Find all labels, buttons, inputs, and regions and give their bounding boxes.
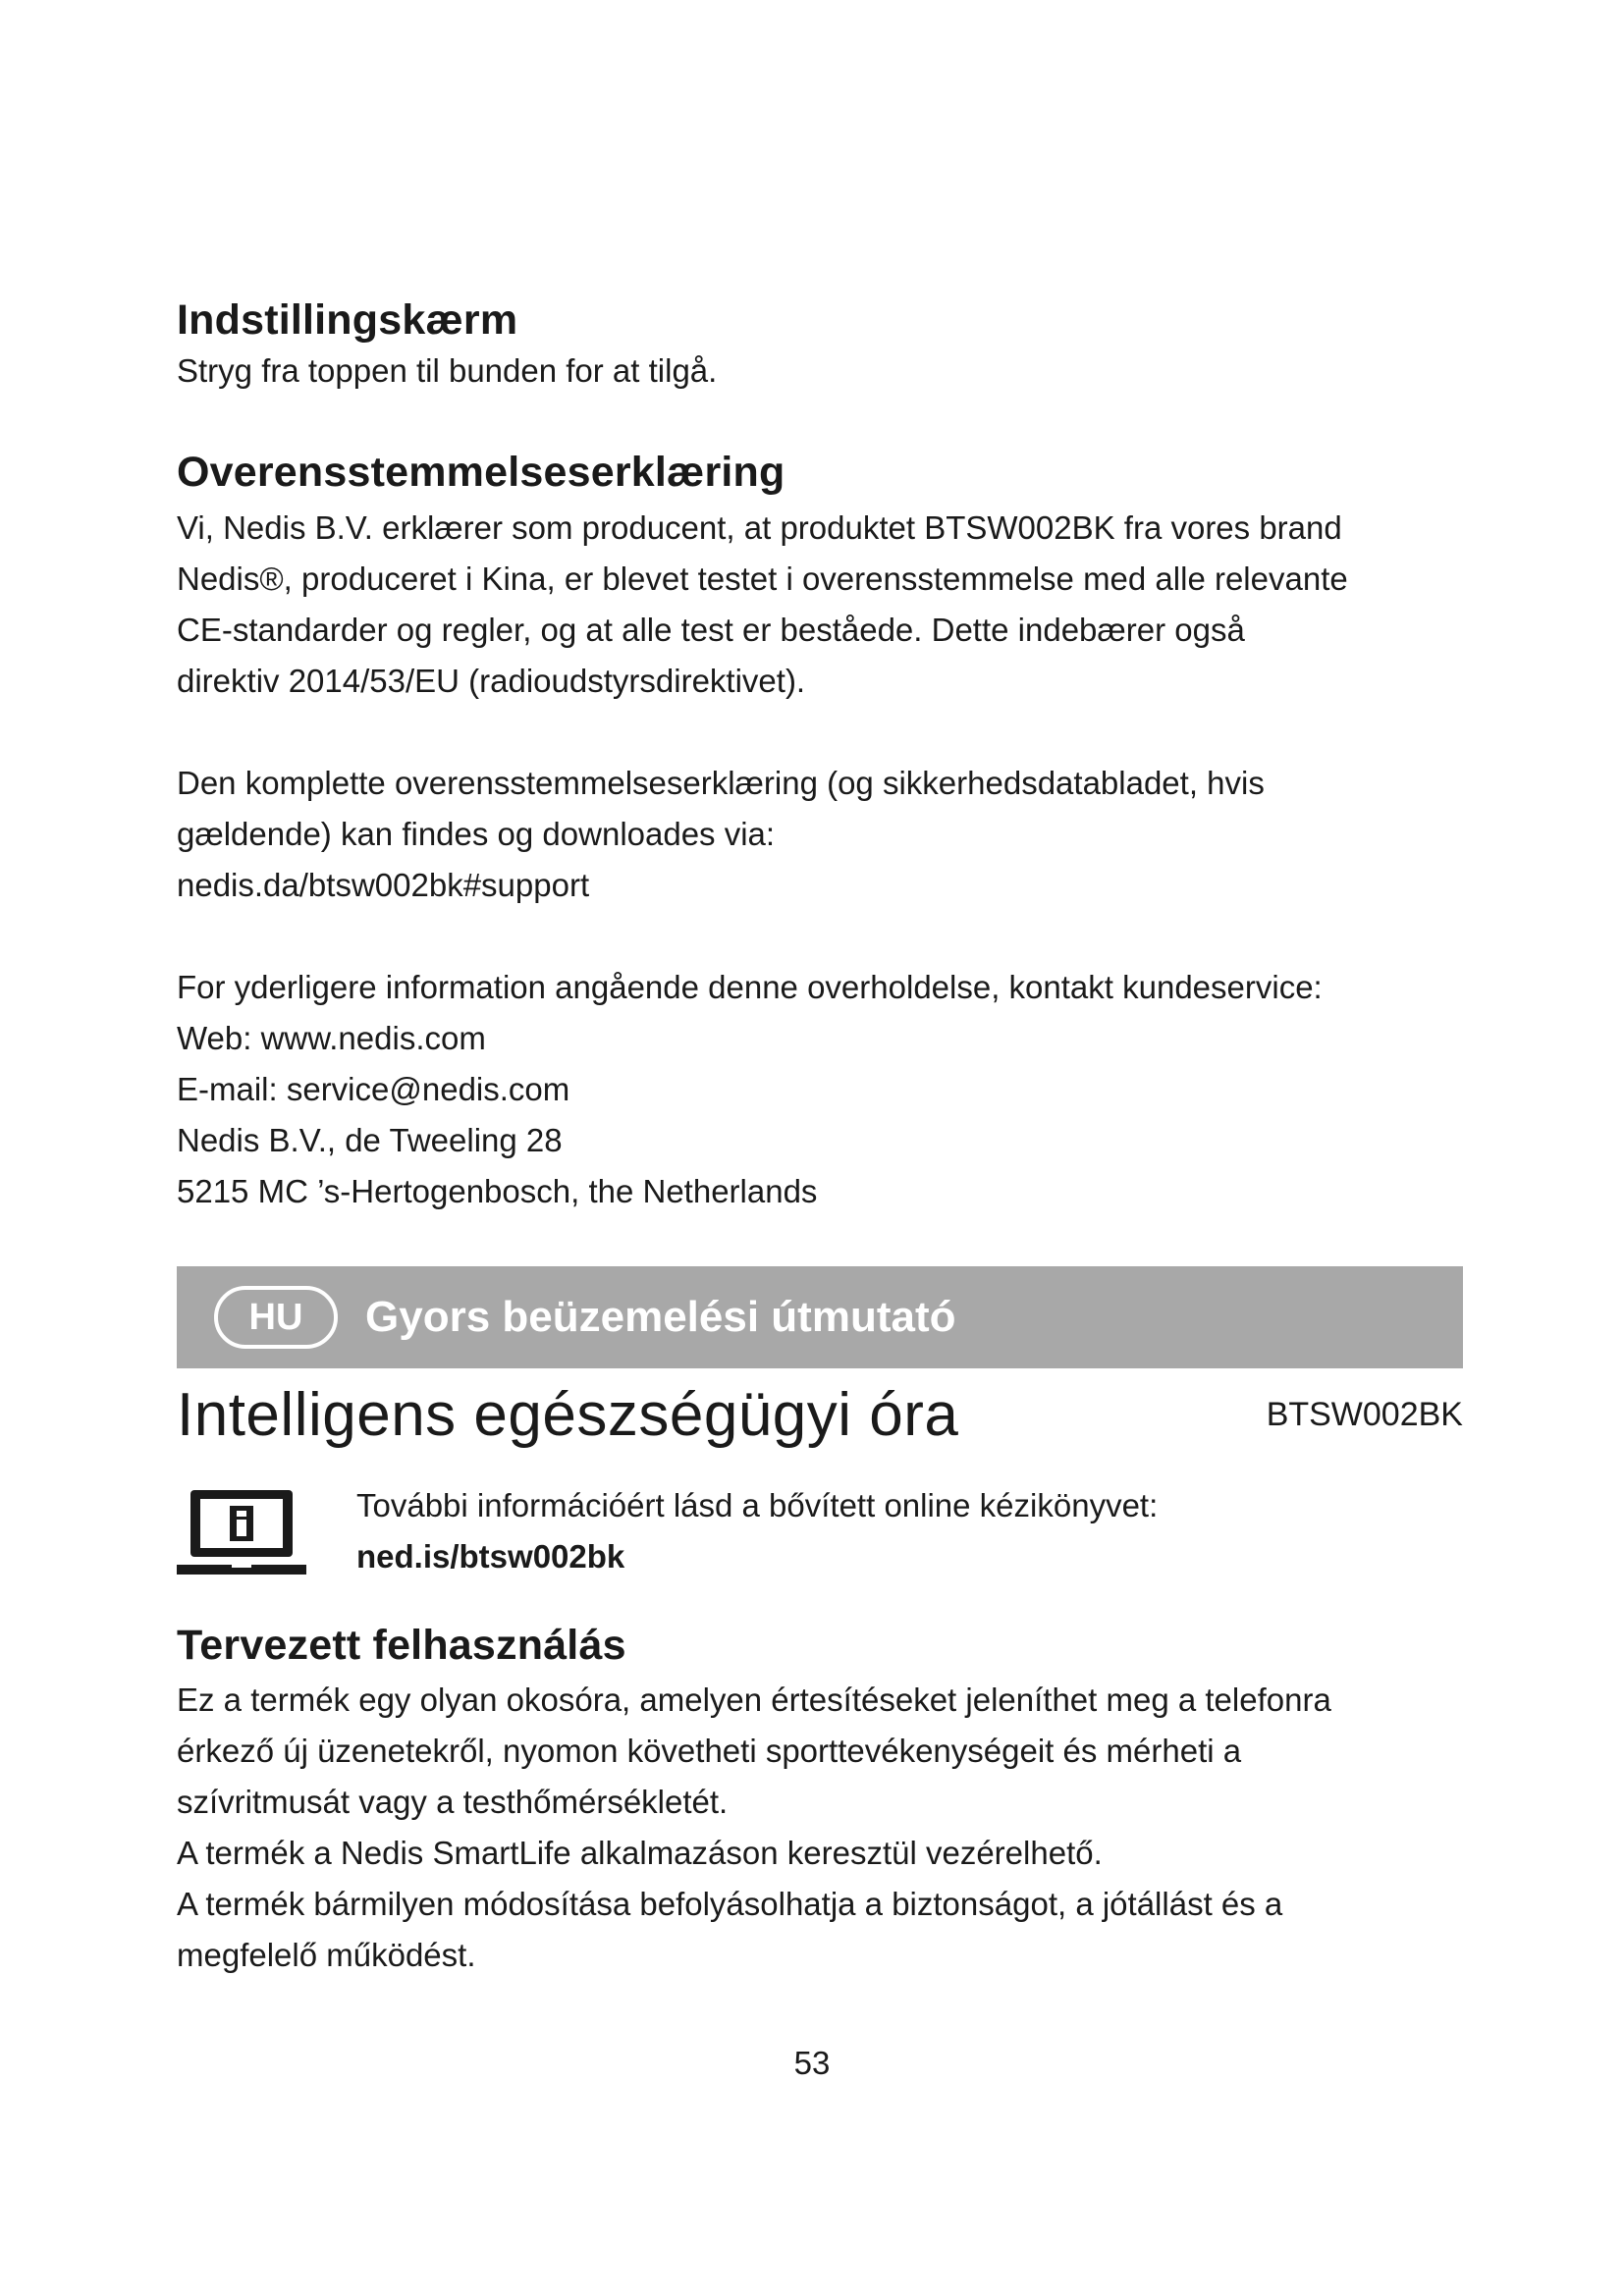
section-heading: Indstillingskærm <box>177 296 518 344</box>
body-line: A termék bármilyen módosítása befolyásolhatja a biztonságot, a jótállást és a <box>177 1886 1283 1922</box>
manual-text-block <box>356 1480 1158 1582</box>
contact-paragraph <box>177 962 1463 1217</box>
intended-use-paragraph <box>177 1675 1463 1981</box>
body-line: Nedis®, produceret i Kina, er blevet testet i overensstemmelse med alle relevante <box>177 561 1348 597</box>
section-heading-intended-use <box>177 1620 1463 1671</box>
body-line: szívritmusát vagy a testhőmérsékletét. <box>177 1784 729 1820</box>
body-line: A termék a Nedis SmartLife alkalmazáson keresztül vezérelhető. <box>177 1835 1103 1871</box>
download-paragraph <box>177 758 1463 911</box>
body-line: CE-standarder og regler, og at alle test er beståede. Dette indebærer også <box>177 612 1245 648</box>
support-link[interactable]: nedis.da/btsw002bk#support <box>177 867 590 903</box>
banner-title: Gyors beüzemelési útmutató <box>365 1293 956 1341</box>
language-banner <box>177 1266 1463 1368</box>
address-line: 5215 MC ’s-Hertogenbosch, the Netherlands <box>177 1173 818 1209</box>
email-link[interactable]: E-mail: service@nedis.com <box>177 1071 570 1107</box>
body-line: Stryg fra toppen til bunden for at tilgå. <box>177 352 718 389</box>
body-line: Ez a termék egy olyan okosóra, amelyen értesítéseket jeleníthet meg a telefonra <box>177 1682 1331 1718</box>
section-heading: Tervezett felhasználás <box>177 1622 626 1669</box>
product-title: Intelligens egészségügyi óra <box>177 1380 959 1449</box>
section-heading: Overensstemmelseserklæring <box>177 449 785 496</box>
body-line: direktiv 2014/53/EU (radioudstyrsdirektivet). <box>177 663 806 699</box>
product-title-row <box>177 1372 1463 1457</box>
body-line: érkező új üzenetekről, nyomon követheti sporttevékenységeit és mérheti a <box>177 1733 1242 1769</box>
model-code: BTSW002BK <box>1266 1395 1463 1433</box>
address-line: Nedis B.V., de Tweeling 28 <box>177 1122 563 1158</box>
page-number: 53 <box>793 2045 831 2081</box>
language-badge: HU <box>214 1286 338 1349</box>
body-line: megfelelő működést. <box>177 1937 476 1973</box>
body-line: For yderligere information angående denne overholdelse, kontakt kundeservice: <box>177 969 1323 1005</box>
body-line: gældende) kan findes og downloades via: <box>177 816 776 852</box>
web-link[interactable]: Web: www.nedis.com <box>177 1020 486 1056</box>
online-manual-notice <box>177 1480 1463 1588</box>
body-line: Vi, Nedis B.V. erklærer som producent, at produktet BTSW002BK fra vores brand <box>177 509 1342 546</box>
manual-link[interactable]: ned.is/btsw002bk <box>356 1538 625 1575</box>
section-heading-declaration <box>177 447 1463 498</box>
body-line: Den komplette overensstemmelseserklæring (og sikkerhedsdatabladet, hvis <box>177 765 1265 801</box>
section-indstillingsskaerm <box>177 294 1463 397</box>
declaration-paragraph <box>177 503 1463 707</box>
laptop-info-icon <box>177 1486 306 1580</box>
manual-text: További információért lásd a bővített online kézikönyvet: <box>356 1487 1159 1523</box>
